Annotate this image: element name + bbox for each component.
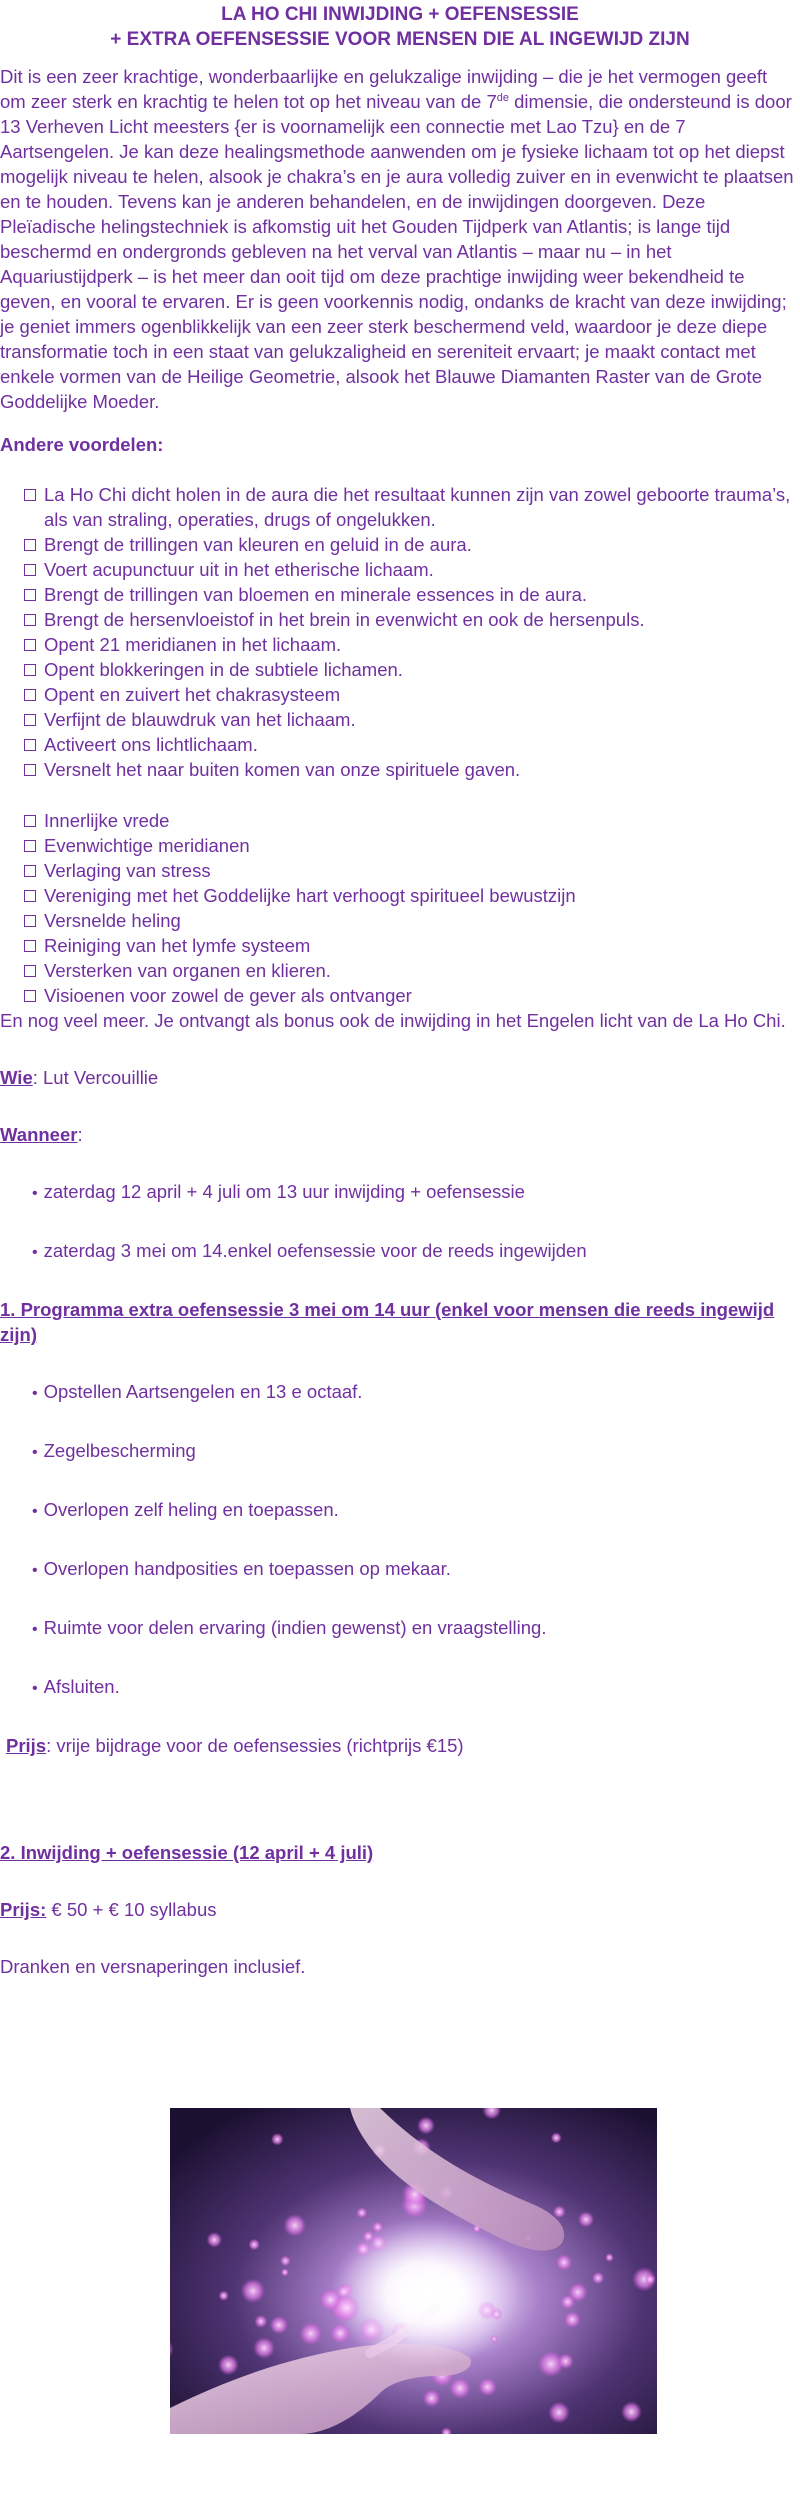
bokeh-dot <box>417 2117 435 2135</box>
benefit-item: Brengt de hersenvloeistof in het brein in evenwicht en ook de hersenpuls. <box>24 607 800 632</box>
wie-label: Wie <box>0 1067 33 1088</box>
hero-image-healing-hands <box>170 2108 657 2434</box>
benefit-item: Innerlijke vrede <box>24 808 800 833</box>
program-item: • Opstellen Aartsengelen en 13 e octaaf. <box>32 1379 800 1406</box>
prijs-2-line <box>0 1897 800 1922</box>
program-1-list <box>0 1379 800 1701</box>
program-1-heading: 1. Programma extra oefensessie 3 mei om 14 uur (enkel voor mensen die reeds ingewijd zijn) <box>0 1299 775 1345</box>
benefit-item: Brengt de trillingen van kleuren en geluid in de aura. <box>24 532 800 557</box>
benefit-item: Verlaging van stress <box>24 858 800 883</box>
benefit-item: Opent 21 meridianen in het lichaam. <box>24 632 800 657</box>
program-item: • Overlopen zelf heling en toepassen. <box>32 1497 800 1524</box>
page-title <box>0 0 800 52</box>
bokeh-dot <box>558 2353 574 2369</box>
title-line-2: + EXTRA OEFENSESSIE VOOR MENSEN DIE AL INGEWIJD ZIJN <box>110 29 690 50</box>
bokeh-dot <box>218 2354 239 2375</box>
bokeh-dot <box>271 2133 284 2146</box>
bokeh-dot <box>645 2274 656 2285</box>
intro-text-2: dimensie, die ondersteund is door 13 Verheven Licht meesters {er is voornamelijk een connectie met Lao Tzu} en de 7 Aartsengelen. Je kan deze healingsmethode aanwenden om je fysieke lichaam tot op het diepst mogelijk niveau te helen, alsook je chakra’s en je aura volledig zuiver en in evenwicht te plaatsen en te houden. Tevens kan je anderen behandelen, en de inwijdingen doorgeven. Deze Pleïadische helingstechniek is afkomstig uit het Gouden Tijdperk van Atlantis; is lange tijd beschermd en ondergronds gebleven na het verval van Atlantis – maar nu – in het Aquariustijdperk – is het meer dan ooit tijd om deze prachtige inwijding weer bekendheid te geven, en vooral te ervaren. Er is geen voorkennis nodig, ondanks de kracht van deze inwijding; je geniet immers ogenblikkelijk van een zeer sterk beschermend veld, waardoor je deze diepe transformatie toch in een staat van gelukzaligheid en sereniteit ervaart; je maakt contact met enkele vormen van de Heilige Geometrie, alsook het Blauwe Diamanten Raster van de Grote Goddelijke Moeder. <box>0 91 794 412</box>
benefit-item: Voert acupunctuur uit in het etherische lichaam. <box>24 557 800 582</box>
drinks-text: Dranken en versnaperingen inclusief. <box>0 1956 306 1977</box>
benefit-item: Activeert ons lichtlichaam. <box>24 732 800 757</box>
prijs-1-value: : vrije bijdrage voor de oefensessies (richtprijs €15) <box>46 1735 464 1756</box>
wanneer-colon: : <box>77 1124 83 1145</box>
intro-text-1: Dit is een zeer krachtige, wonderbaarlijke en gelukzalige inwijding – die je het vermogen geeft om zeer sterk en krachtig te helen tot op het niveau van de <box>0 66 768 112</box>
bokeh-dot <box>248 2239 260 2251</box>
intro-paragraph <box>0 64 800 414</box>
bonus-text: En nog veel meer. Je ontvangt als bonus ook de inwijding in het Engelen licht van de La Ho Chi. <box>0 1010 786 1031</box>
bokeh-dot <box>281 2268 289 2276</box>
benefit-item: Brengt de trillingen van bloemen en minerale essences in de aura. <box>24 582 800 607</box>
program-item: • Ruimte voor delen ervaring (indien gewenst) en vraagstelling. <box>32 1615 800 1642</box>
intro-ordinal: 7 <box>486 91 497 112</box>
benefit-item: Evenwichtige meridianen <box>24 833 800 858</box>
date-item: • zaterdag 12 april + 4 juli om 13 uur inwijding + oefensessie <box>32 1179 800 1206</box>
bokeh-dot <box>254 2315 267 2328</box>
benefit-item: Reiniging van het lymfe systeem <box>24 933 800 958</box>
bokeh-dot <box>605 2253 614 2262</box>
benefit-item: Versnelt het naar buiten komen van onze spirituele gaven. <box>24 757 800 782</box>
prijs-1-label: Prijs <box>6 1735 47 1756</box>
intro-ordinal-sup: de <box>496 91 509 104</box>
benefits-list-2 <box>0 808 800 1008</box>
bokeh-dot <box>283 2214 306 2237</box>
bokeh-dot <box>253 2337 275 2359</box>
benefits-heading: Andere voordelen: <box>0 434 164 455</box>
wanneer-line <box>0 1122 800 1147</box>
bokeh-dot <box>578 2211 594 2227</box>
title-line-1: LA HO CHI INWIJDING + OEFENSESSIE <box>221 4 579 25</box>
benefit-item: Versterken van organen en klieren. <box>24 958 800 983</box>
bokeh-dot <box>621 2401 642 2422</box>
bokeh-dot <box>551 2132 562 2143</box>
benefit-item: Visioenen voor zowel de gever als ontvanger <box>24 983 800 1008</box>
benefit-item: Vereniging met het Goddelijke hart verhoogt spiritueel bewustzijn <box>24 883 800 908</box>
benefit-item: Verfijnt de blauwdruk van het lichaam. <box>24 707 800 732</box>
bokeh-dot <box>280 2255 291 2266</box>
benefit-item: La Ho Chi dicht holen in de aura die het resultaat kunnen zijn van zowel geboorte trauma’s, als van straling, operaties, drugs of ongelukken. <box>24 482 800 532</box>
bokeh-dot <box>564 2311 581 2328</box>
bokeh-dot <box>206 2232 222 2248</box>
program-item: • Afsluiten. <box>32 1674 800 1701</box>
prijs-2-label: Prijs: <box>0 1899 47 1920</box>
wanneer-label: Wanneer <box>0 1124 78 1145</box>
bokeh-dot <box>423 2389 441 2407</box>
bokeh-dot <box>356 2207 367 2218</box>
bokeh-dot <box>270 2316 289 2335</box>
prijs-1-line <box>0 1733 800 1758</box>
bokeh-dot <box>219 2291 229 2301</box>
program-item: • Zegelbescherming <box>32 1438 800 1465</box>
benefits-list-1 <box>0 482 800 782</box>
prijs-2-value: € 50 + € 10 syllabus <box>46 1899 217 1920</box>
bokeh-dot <box>299 2322 323 2346</box>
program-item: • Overlopen handposities en toepassen op mekaar. <box>32 1556 800 1583</box>
bokeh-dot <box>478 2377 497 2396</box>
bokeh-dot <box>553 2205 566 2218</box>
benefit-item: Opent blokkeringen in de subtiele lichamen. <box>24 657 800 682</box>
bokeh-dot <box>241 2279 266 2304</box>
hero-image <box>170 2108 657 2434</box>
bokeh-dot <box>592 2272 605 2285</box>
bokeh-dot <box>548 2402 570 2424</box>
program-2-heading: 2. Inwijding + oefensessie (12 april + 4 juli) <box>0 1842 374 1863</box>
benefit-item: Opent en zuivert het chakrasysteem <box>24 682 800 707</box>
date-item: • zaterdag 3 mei om 14.enkel oefensessie voor de reeds ingewijden <box>32 1238 800 1265</box>
benefit-item: Versnelde heling <box>24 908 800 933</box>
dates-list <box>0 1179 800 1265</box>
wie-value: : Lut Vercouillie <box>32 1067 159 1088</box>
bokeh-dot <box>556 2254 573 2271</box>
bokeh-dot <box>568 2282 588 2302</box>
wie-line <box>0 1065 800 1090</box>
